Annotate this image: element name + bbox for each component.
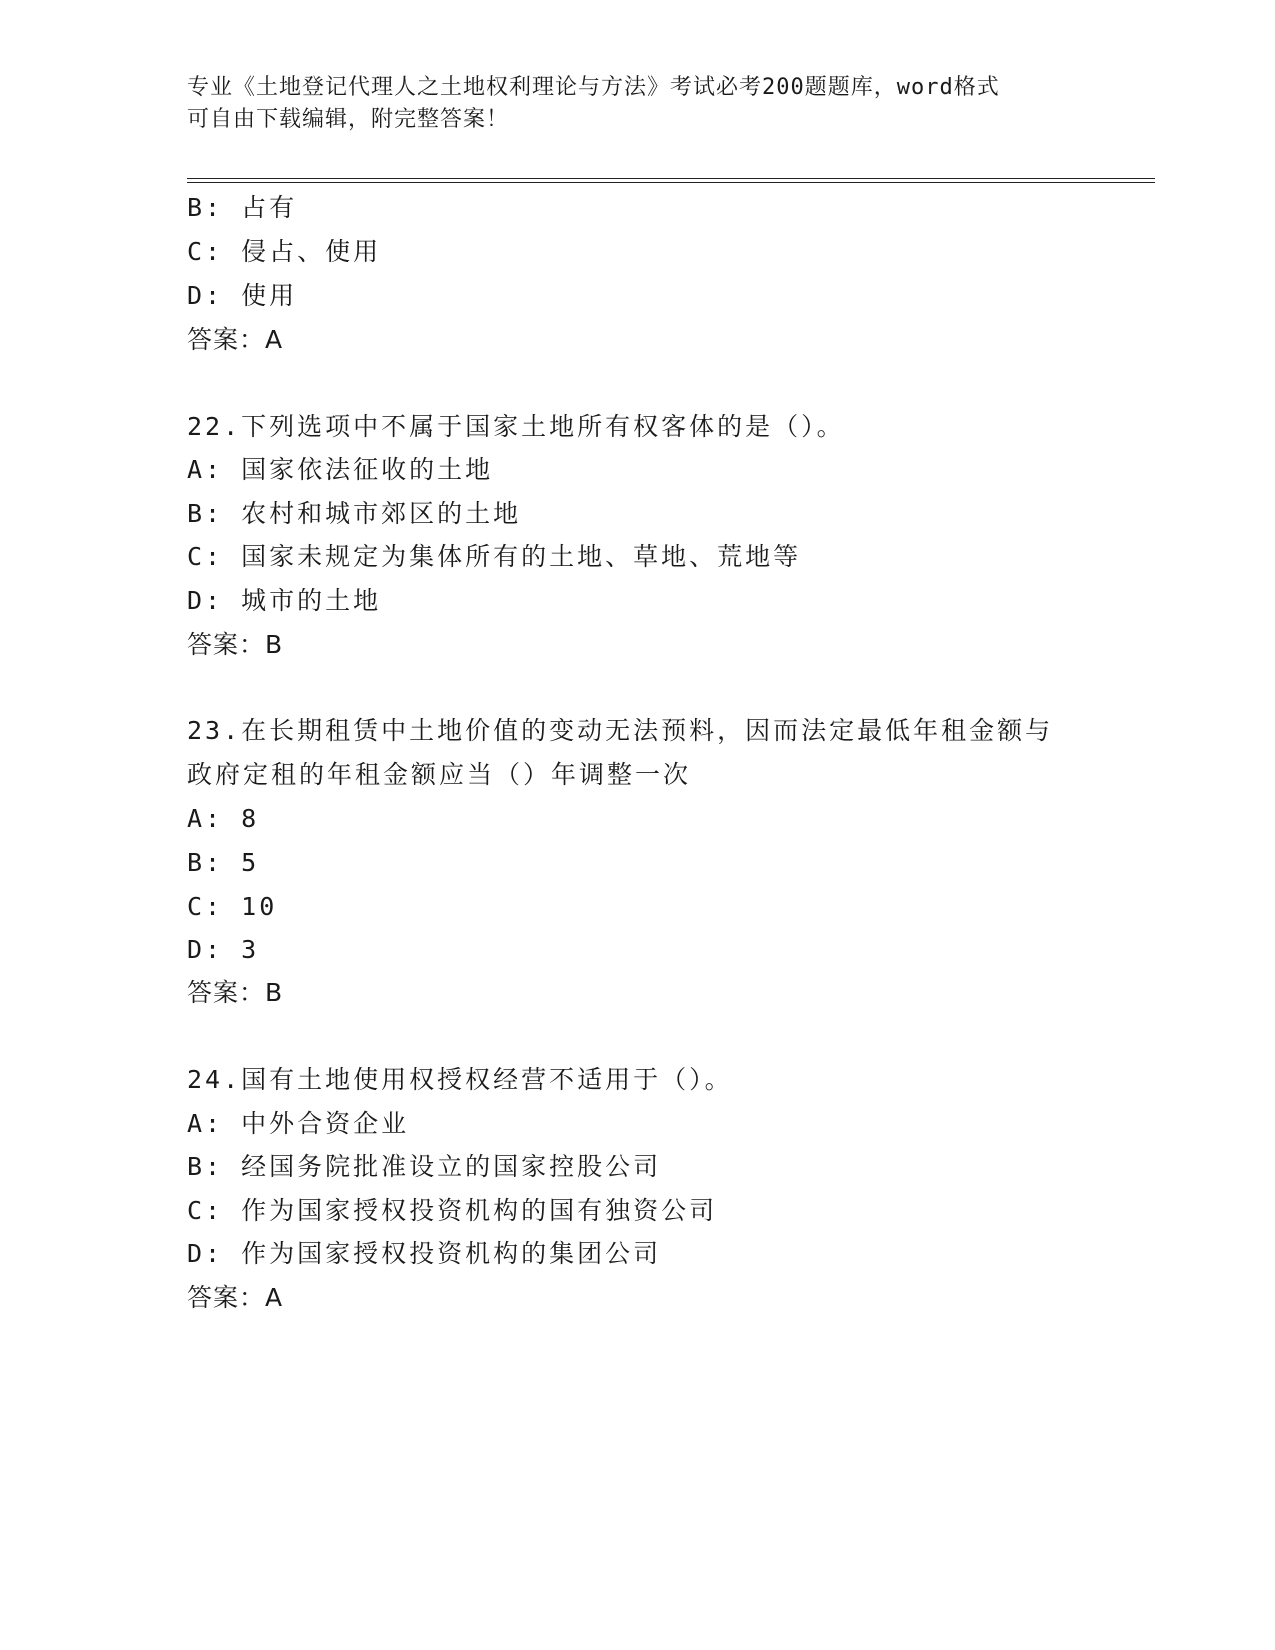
option-b: B: 农村和城市郊区的土地 bbox=[187, 499, 522, 528]
option-c: C: 10 bbox=[187, 892, 278, 921]
question-stem-continued: 政府定租的年租金额应当（）年调整一次 bbox=[187, 760, 692, 789]
option-c: C: 侵占、使用 bbox=[187, 237, 382, 266]
option-b: B: 经国务院批准设立的国家控股公司 bbox=[187, 1152, 662, 1181]
option-d: D: 城市的土地 bbox=[187, 586, 382, 615]
option-a: A: 8 bbox=[187, 804, 260, 833]
option-b: B: 占有 bbox=[187, 193, 298, 222]
option-a: A: 中外合资企业 bbox=[187, 1109, 410, 1138]
option-c: C: 国家未规定为集体所有的土地、草地、荒地等 bbox=[187, 542, 802, 571]
question-stem: 23.在长期租赁中土地价值的变动无法预料，因而法定最低年租金额与 bbox=[187, 716, 1054, 745]
option-c: C: 作为国家授权投资机构的国有独资公司 bbox=[187, 1196, 718, 1225]
option-b: B: 5 bbox=[187, 848, 260, 877]
header-line-2: 可自由下载编辑，附完整答案！ bbox=[187, 107, 510, 132]
header-divider-top bbox=[187, 178, 1155, 179]
question-stem: 24.国有土地使用权授权经营不适用于（）。 bbox=[187, 1065, 733, 1094]
answer-line: 答案：A bbox=[187, 325, 284, 354]
answer-line: 答案：B bbox=[187, 978, 284, 1007]
header-line-1: 专业《土地登记代理人之土地权利理论与方法》考试必考200题题库，word格式 bbox=[187, 75, 1000, 100]
option-d: D: 作为国家授权投资机构的集团公司 bbox=[187, 1239, 662, 1268]
option-a: A: 国家依法征收的土地 bbox=[187, 455, 494, 484]
answer-line: 答案：A bbox=[187, 1283, 284, 1312]
question-stem: 22.下列选项中不属于国家土地所有权客体的是（）。 bbox=[187, 412, 845, 441]
option-d: D: 3 bbox=[187, 935, 260, 964]
answer-line: 答案：B bbox=[187, 630, 284, 659]
document-header bbox=[187, 72, 1067, 136]
header-divider-bottom bbox=[187, 182, 1155, 183]
option-d: D: 使用 bbox=[187, 281, 298, 310]
